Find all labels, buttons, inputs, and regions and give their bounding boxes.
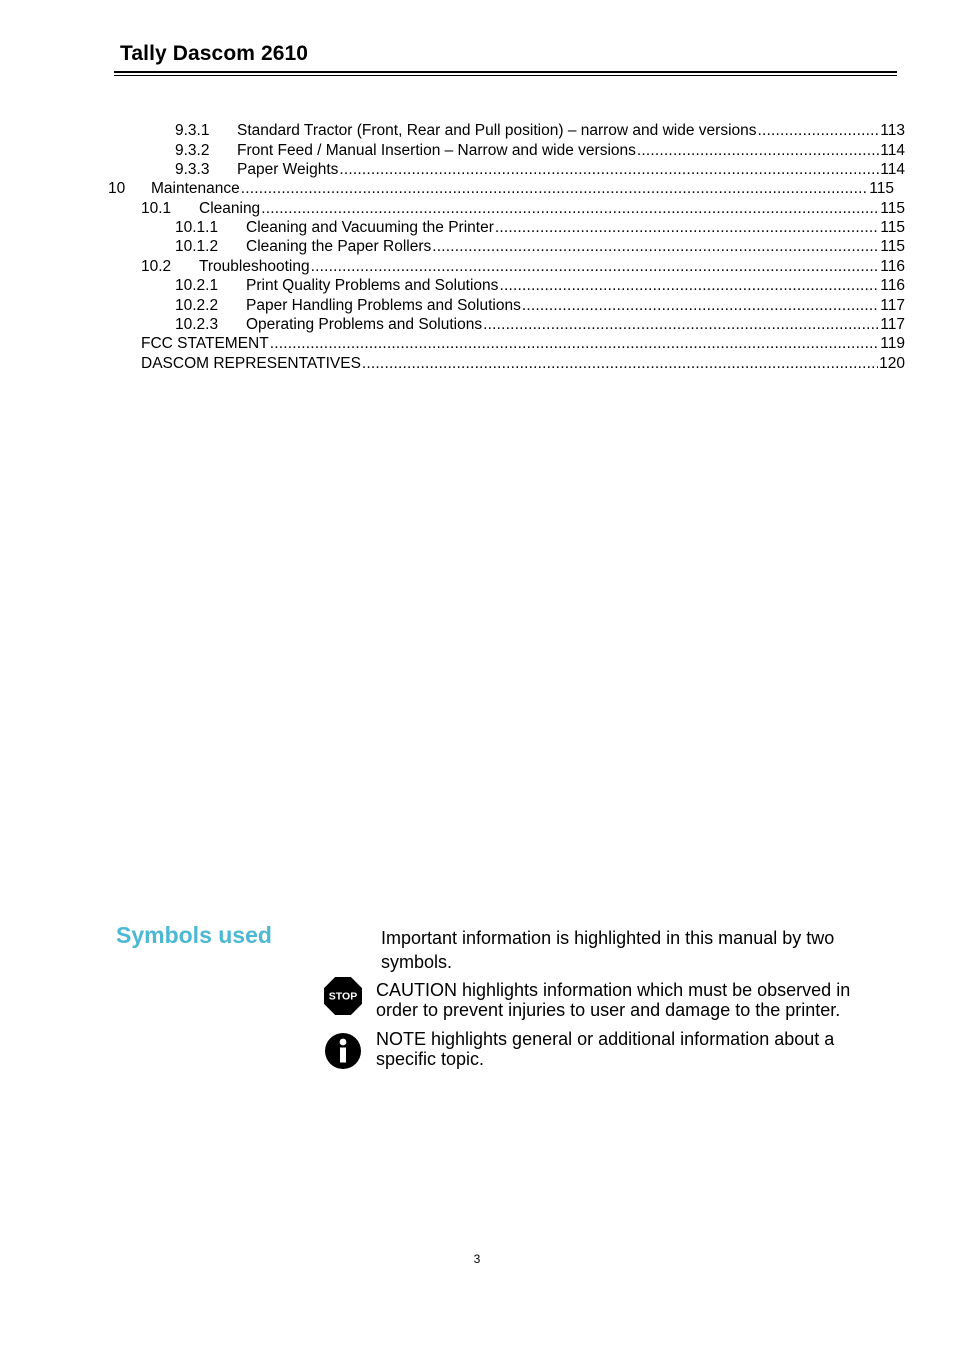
toc-entry-number: 9.3.2 xyxy=(175,141,210,159)
toc-entry-number: 10.2.1 xyxy=(175,277,219,294)
toc-entry-title: Troubleshooting xyxy=(199,257,310,275)
toc-entry-number: 9.3.1 xyxy=(175,122,210,139)
toc-entry[interactable] xyxy=(175,237,905,256)
toc-entry[interactable] xyxy=(175,296,905,315)
toc-entry[interactable] xyxy=(175,315,905,334)
toc-entry-title: Cleaning the Paper Rollers xyxy=(246,238,432,255)
toc-entry-title: Paper Weights xyxy=(237,161,339,178)
toc-entry-number: 10.2.3 xyxy=(175,316,219,333)
toc-entry-page: 115 xyxy=(880,219,905,236)
header-rule xyxy=(114,71,897,73)
toc-entry-page: 115 xyxy=(869,180,894,197)
toc-entry-title: Front Feed / Manual Insertion – Narrow and wide versions xyxy=(237,141,636,159)
toc-entry-title: DASCOM REPRESENTATIVES xyxy=(141,354,361,372)
toc-dot-leader xyxy=(362,354,878,373)
toc-entry-number: 9.3.3 xyxy=(175,161,210,178)
toc-entry[interactable] xyxy=(175,276,905,295)
toc-entry-page: 114 xyxy=(880,141,905,159)
toc-entry-number: 10.1.1 xyxy=(175,219,219,236)
toc-entry[interactable] xyxy=(141,199,905,218)
toc-dot-leader xyxy=(495,218,879,237)
toc-entry-number: 10.2.2 xyxy=(175,296,219,314)
toc-entry-page: 115 xyxy=(880,199,905,217)
toc-entry-title: Maintenance xyxy=(151,180,240,197)
toc-entry-title: Print Quality Problems and Solutions xyxy=(246,277,499,294)
note-text: NOTE highlights general or additional information about a specific topic. xyxy=(376,1029,835,1069)
toc-entry[interactable] xyxy=(141,354,905,373)
toc-dot-leader xyxy=(261,199,879,218)
toc-entry-page: 120 xyxy=(879,354,905,372)
toc-dot-leader xyxy=(432,237,879,256)
toc-entry-title: Paper Handling Problems and Solutions xyxy=(246,296,521,314)
stop-icon xyxy=(324,977,362,1015)
toc-entry[interactable] xyxy=(175,121,905,140)
toc-entry-title: Operating Problems and Solutions xyxy=(246,316,483,333)
toc-entry-page: 117 xyxy=(880,296,905,314)
toc-entry-page: 115 xyxy=(880,238,905,255)
info-icon xyxy=(324,1032,362,1070)
toc-entry-page: 114 xyxy=(880,161,905,178)
toc-dot-leader xyxy=(270,334,880,353)
stop-icon-label: STOP xyxy=(328,990,358,1003)
toc-dot-leader xyxy=(483,315,879,334)
toc-entry-page: 116 xyxy=(880,277,905,294)
caution-text: CAUTION highlights information which must be observed in order to prevent injuries to user and damage to the printer. xyxy=(376,980,851,1020)
toc-entry[interactable] xyxy=(141,334,905,353)
document-header-title: Tally Dascom 2610 xyxy=(120,42,309,65)
toc-entry[interactable] xyxy=(175,218,905,237)
toc-entry[interactable] xyxy=(108,179,894,198)
toc-entry-page: 116 xyxy=(880,257,905,275)
toc-entry-page: 119 xyxy=(880,335,905,352)
toc-dot-leader xyxy=(339,160,879,179)
symbols-heading: Symbols used xyxy=(116,922,272,948)
toc-entry-number: 10.2 xyxy=(141,257,172,275)
toc-dot-leader xyxy=(311,257,880,276)
toc-entry[interactable] xyxy=(175,160,905,179)
toc-entry-title: Cleaning and Vacuuming the Printer xyxy=(246,219,494,236)
toc-entry-number: 10 xyxy=(108,180,126,197)
header-rule-thin xyxy=(114,75,897,76)
toc-entry-title: Standard Tractor (Front, Rear and Pull position) – narrow and wide versions xyxy=(237,122,757,139)
toc-entry[interactable] xyxy=(175,141,905,160)
toc-dot-leader xyxy=(499,276,879,295)
toc-dot-leader xyxy=(522,296,879,315)
toc-entry-number: 10.1.2 xyxy=(175,238,219,255)
toc-dot-leader xyxy=(758,121,880,140)
page-number: 3 xyxy=(473,1252,481,1266)
symbols-intro: Important information is highlighted in this manual by two symbols. xyxy=(381,928,835,972)
toc-entry-title: Cleaning xyxy=(199,199,261,217)
toc-entry-page: 113 xyxy=(880,122,905,139)
toc-entry[interactable] xyxy=(141,257,905,276)
toc-entry-number: 10.1 xyxy=(141,199,172,217)
toc-entry-page: 117 xyxy=(880,316,905,333)
toc-entry-title: FCC STATEMENT xyxy=(141,335,269,352)
toc-dot-leader xyxy=(637,141,879,160)
toc-dot-leader xyxy=(241,179,869,198)
